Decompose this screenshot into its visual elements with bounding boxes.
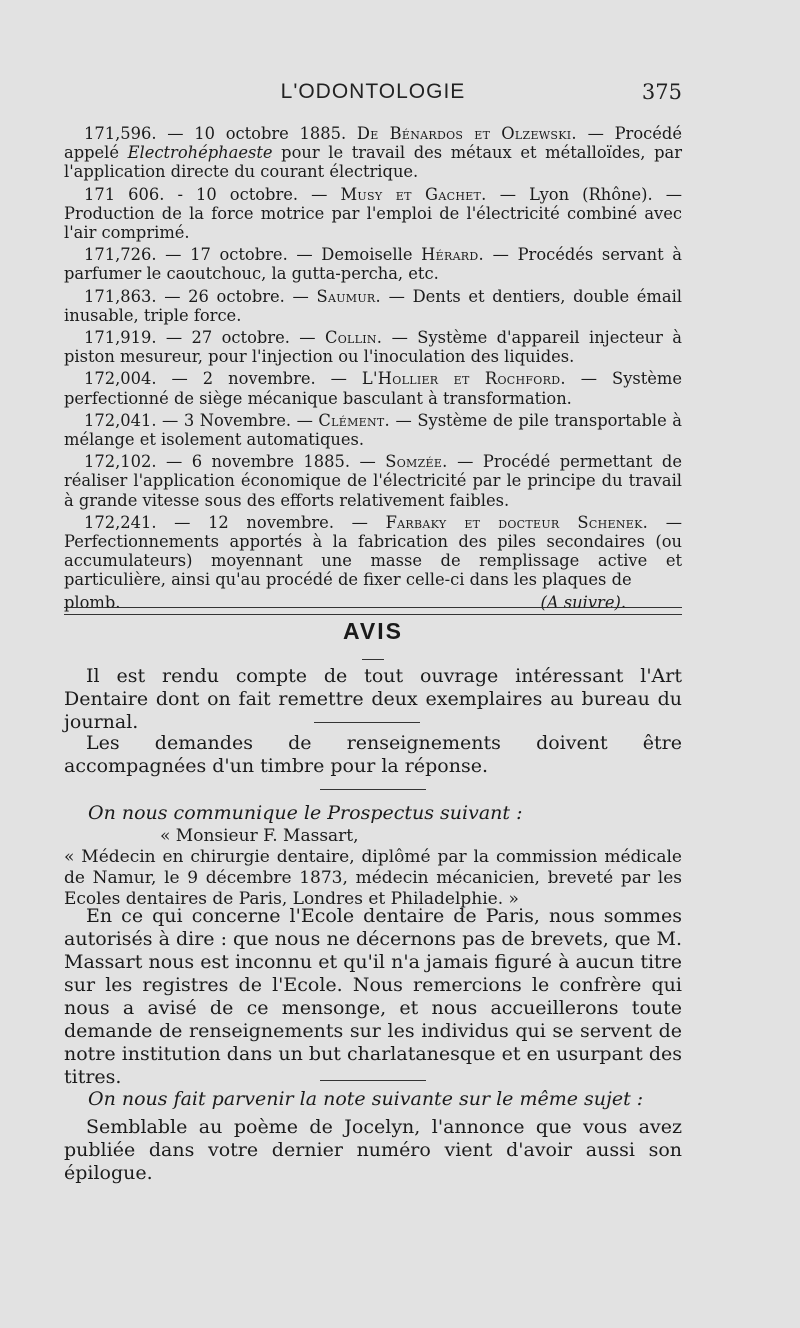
prospectus-body: « Médecin en chirurgie dentaire, diplômé par la commission médicale de Namur, le 9 décembre 1873, médecin mécanicien, breveté par les Ecoles dentaires de Paris, Londres et Philadelphie. » [64, 847, 682, 909]
section-divider [314, 722, 420, 723]
page-number: 375 [641, 80, 682, 104]
entry-last-word: plomb. [64, 592, 121, 612]
note-intro: On nous fait parvenir la note suivante sur le même sujet : [88, 1088, 644, 1110]
patent-list [64, 124, 682, 612]
dash-divider [362, 659, 384, 660]
patent-holder: De Bénardos et Olzewski. [356, 124, 577, 143]
double-rule-divider [64, 607, 682, 615]
avis-paragraph-1: Il est rendu compte de tout ouvrage intéressant l'Art Dentaire dont on fait remettre deux exemplaires au bureau du journal. [64, 665, 682, 733]
patent-entry: 172,102. — 6 novembre 1885. — Somzée. — Procédé permettant de réaliser l'application économique de l'électricité par le principe du travail à grande vitesse sous des efforts relativement faibles. [64, 452, 682, 510]
patent-entry: 172,004. — 2 novembre. — L'Hollier et Rochford. — Système perfectionné de siège mécanique basculant à transformation. [64, 369, 683, 408]
patent-holder: Musy et Gachet. [340, 184, 487, 204]
patent-holder: Hérard. [421, 245, 484, 265]
avis-paragraph-2: Les demandes de renseignements doivent être accompagnées d'un timbre pour la réponse. [64, 732, 682, 777]
to-be-continued: (A suivre). [540, 592, 626, 612]
running-header [64, 80, 682, 110]
section-divider [320, 1080, 426, 1081]
patent-entry: 171,919. — 27 octobre. — Collin. — Système d'appareil injecteur à piston mesureur, pour l'injection ou l'inoculation des liquides. [64, 328, 682, 367]
patent-holder: Saumur. [316, 286, 381, 306]
patent-entry: 172,241. — 12 novembre. — Farbaky et docteur Schenek. — Perfectionnements apportés à la fabrication des piles secondaires (ou accumulateurs) moyennant une masse de remplissage active et particulière, ainsi qu'au procédé de fixer celle-ci dans les plaques de [64, 512, 682, 590]
prospectus-intro: On nous communique le Prospectus suivant : [88, 802, 523, 824]
patent-holder: Collin. [324, 328, 383, 348]
patent-holder: L'Hollier et Rochford. [361, 369, 566, 389]
patent-entry: 171 606. - 10 octobre. — Musy et Gachet. — Lyon (Rhône). — Production de la force motrice par l'emploi de l'électricité combiné avec l'air comprimé. [64, 184, 683, 243]
patent-entry: 171,726. — 17 octobre. — Demoiselle Hérard. — Procédés servant à parfumer le caoutchouc, la gutta-percha, etc. [64, 245, 682, 284]
patent-holder: Farbaky et docteur Schenek. [385, 512, 649, 532]
section-title-avis: AVIS [343, 618, 403, 644]
patent-entry: 171,863. — 26 octobre. — Saumur. — Dents et dentiers, double émail inusable, triple force. [64, 286, 682, 325]
journal-title: L'ODONTOLOGIE [280, 80, 466, 103]
prospectus-commentary: En ce qui concerne l'Ecole dentaire de Paris, nous sommes autorisés à dire : que nous ne décernons pas de brevets, que M. Massart nous est inconnu et qu'il n'a jamais figuré à aucun titre sur les registres de l'Ecole. Nous remercions le confrère qui nous a avisé de ce mensonge, et nous accueillerons toute demande de renseignements sur les individus qui se servent de notre institution dans un but charlatanesque et en usurpant des titres. [64, 905, 682, 1088]
prospectus-salutation: « Monsieur F. Massart, [160, 826, 359, 846]
patent-holder: Somzée. [385, 452, 448, 472]
patent-holder: Clément. [318, 410, 391, 430]
note-paragraph: Semblable au poème de Jocelyn, l'annonce que vous avez publiée dans votre dernier numéro vient d'avoir aussi son épilogue. [64, 1116, 682, 1184]
prospectus-quote [64, 826, 682, 910]
patent-entry: 171,596. — 10 octobre 1885. De Bénardos et Olzewski. — Procédé appelé Electrohéphaeste pour le travail des métaux et métalloïdes, par l'application directe du courant électrique. [64, 124, 682, 182]
patent-entry: 172,041. — 3 Novembre. — Clément. — Système de pile transportable à mélange et isolement automatiques. [64, 410, 682, 450]
section-divider [320, 789, 426, 790]
